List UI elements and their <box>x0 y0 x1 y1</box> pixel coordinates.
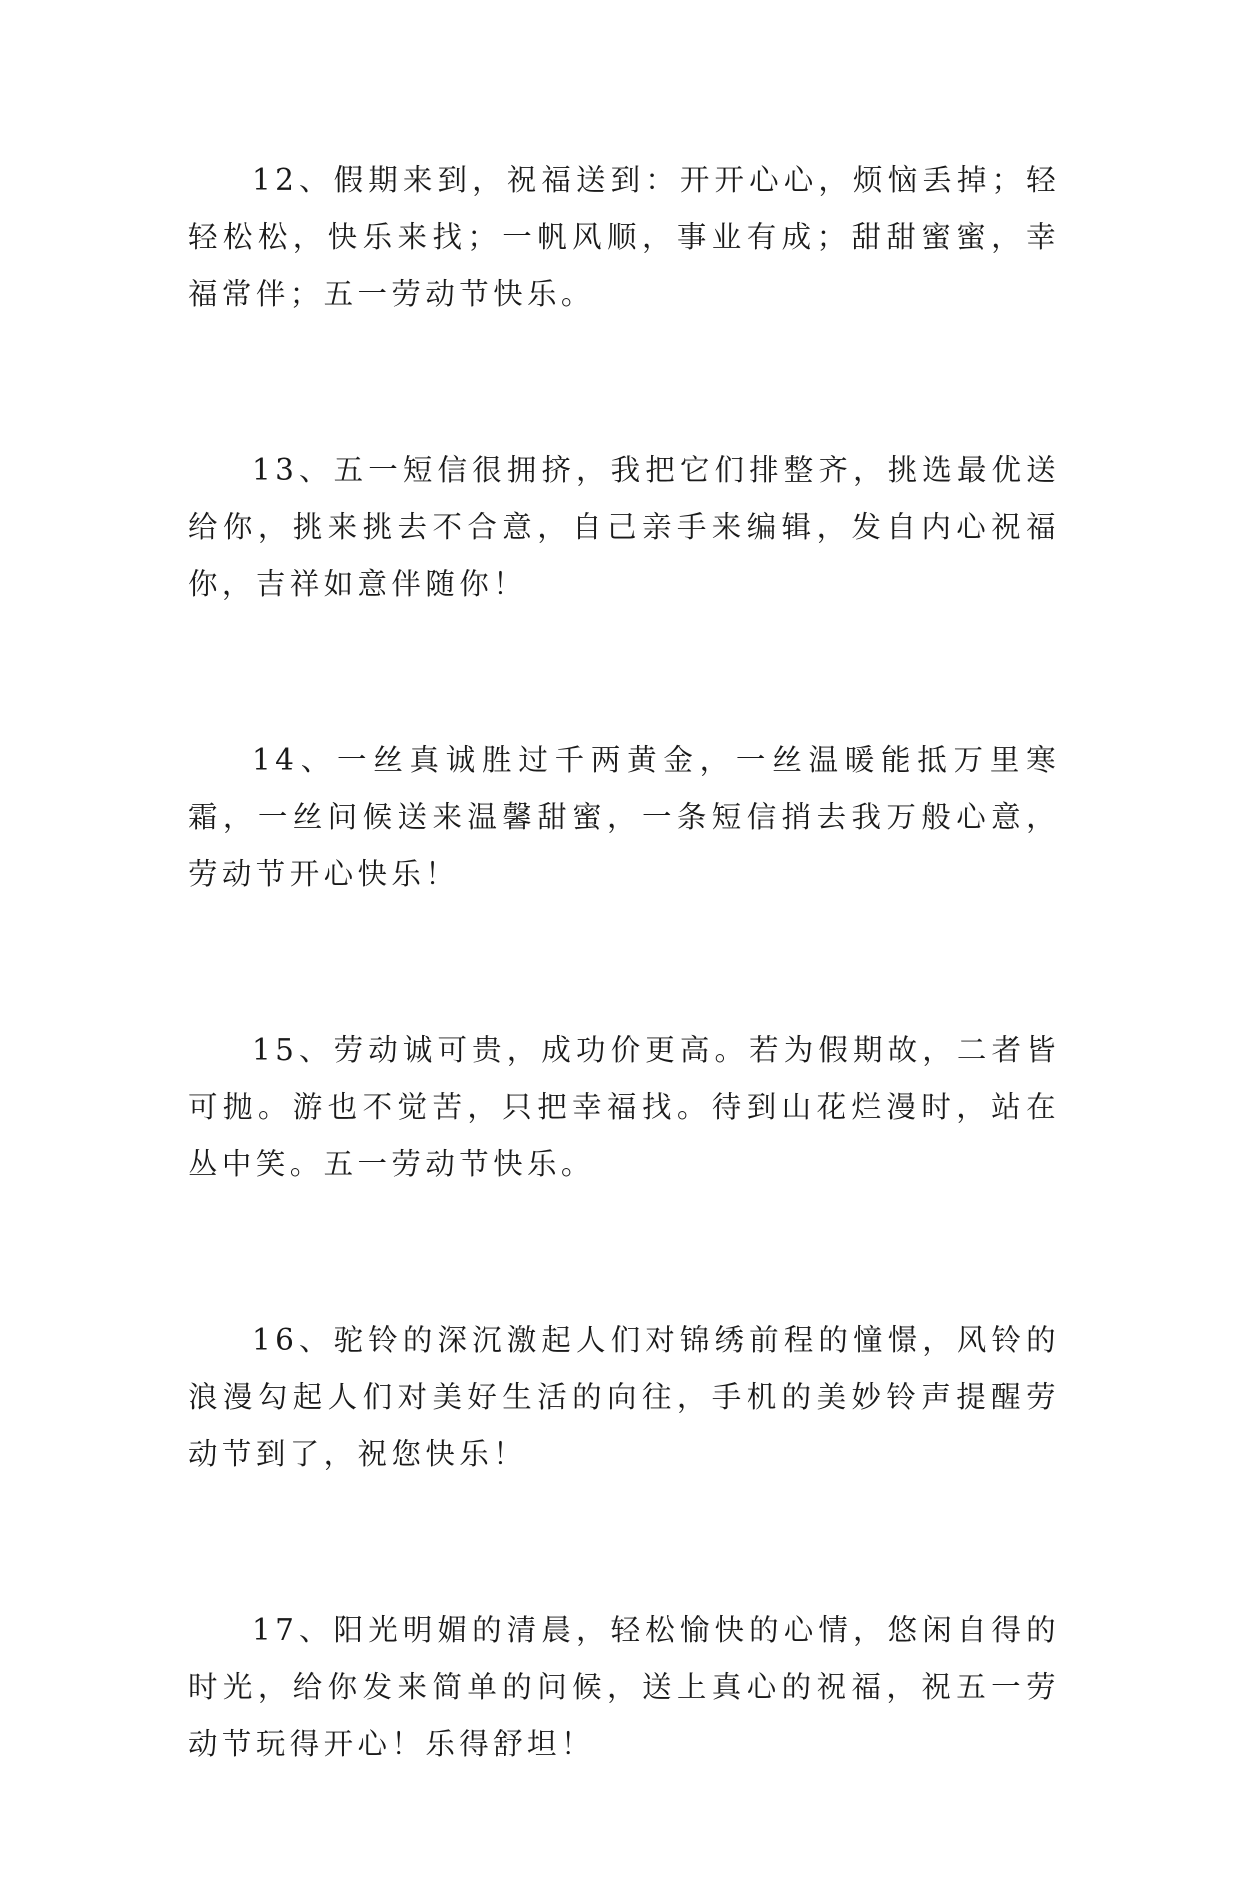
paragraph-line: 16、驼铃的深沉激起人们对锦绣前程的憧憬，风铃的浪 <box>188 1323 1060 1414</box>
paragraph-line: 笑。五一劳动节快乐。 <box>255 1147 595 1181</box>
paragraph-16 <box>188 1312 1060 1483</box>
paragraph-line: 吉祥如意伴随你！ <box>255 567 528 601</box>
paragraph-line: 光，给你发来简单的问候，送上真心的祝福，祝五一劳动节 <box>188 1670 1060 1761</box>
paragraph-line: 13、五一短信很拥挤，我把它们排整齐，挑选最优送给 <box>188 453 1060 544</box>
paragraph-line: 到了，祝您快乐！ <box>255 1437 528 1471</box>
document-body <box>188 152 1060 1892</box>
paragraph-line: 抛。游也不觉苦，只把幸福找。待到山花烂漫时，站在丛中 <box>188 1090 1060 1181</box>
paragraph-line: 一丝问候送来温馨甜蜜，一条短信捎去我万般心意，劳动节 <box>188 800 1060 891</box>
paragraph-line: 14、一丝真诚胜过千两黄金，一丝温暖能抵万里寒霜， <box>188 743 1060 834</box>
paragraph-12 <box>188 152 1060 323</box>
paragraph-line: 伴；五一劳动节快乐。 <box>255 277 595 311</box>
paragraph-line: 15、劳动诚可贵，成功价更高。若为假期故，二者皆可 <box>188 1033 1060 1124</box>
paragraph-line: 松松，快乐来找；一帆风顺，事业有成；甜甜蜜蜜，幸福常 <box>188 220 1060 311</box>
paragraph-15 <box>188 1022 1060 1193</box>
paragraph-17 <box>188 1602 1060 1773</box>
paragraph-line: 17、阳光明媚的清晨，轻松愉快的心情，悠闲自得的时 <box>188 1613 1060 1704</box>
paragraph-line: 漫勾起人们对美好生活的向往，手机的美妙铃声提醒劳动节 <box>188 1380 1060 1471</box>
paragraph-14 <box>188 732 1060 903</box>
paragraph-line: 开心快乐！ <box>289 857 460 891</box>
paragraph-line: 12、假期来到，祝福送到：开开心心，烦恼丢掉；轻轻 <box>188 163 1060 254</box>
paragraph-line: 玩得开心！乐得舒坦！ <box>255 1727 595 1761</box>
paragraph-line: 你，挑来挑去不合意，自己亲手来编辑，发自内心祝福你， <box>188 510 1060 601</box>
paragraph-13 <box>188 442 1060 613</box>
